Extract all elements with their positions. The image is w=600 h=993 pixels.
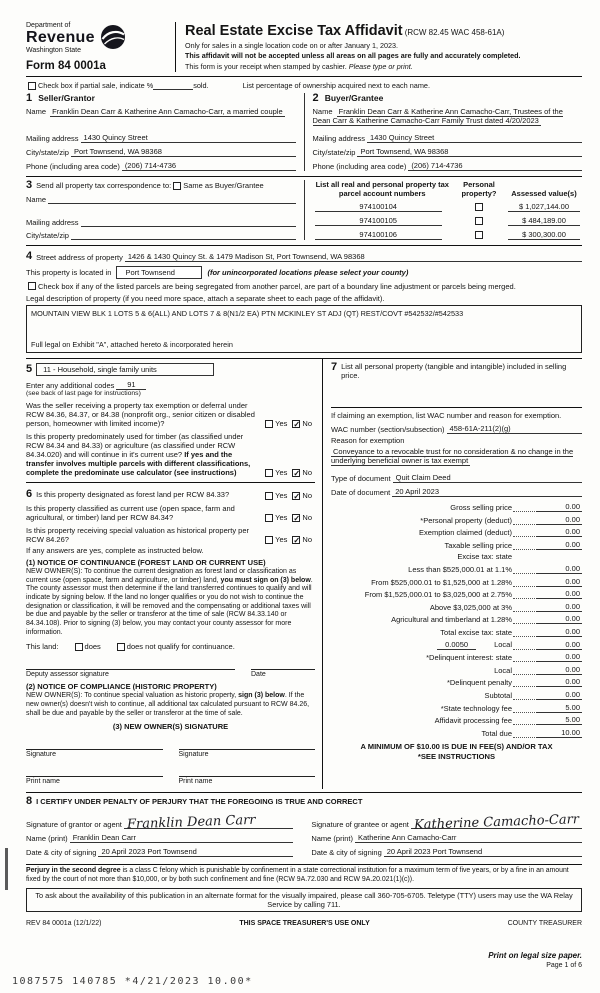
personal-property-checkbox[interactable] xyxy=(475,203,483,211)
scan-edge-mark xyxy=(5,848,8,890)
fee-line-bracket-4: Above $3,025,000 at 3% 0.00 xyxy=(429,601,580,612)
header xyxy=(26,22,582,77)
selling-price-section xyxy=(322,359,582,789)
dor-logo-icon xyxy=(100,24,126,52)
fee-line-local: 0.0050 Local 0.00 xyxy=(331,640,582,650)
parcel-number-field[interactable]: 974100104 xyxy=(315,202,442,212)
grantee-date-city-row: Date & city of signing 20 April 2023 Port Townsend xyxy=(311,847,582,857)
segregated-parcels-checkbox[interactable] xyxy=(28,282,36,290)
land-use-code-row: 5 11 - Household, single family units xyxy=(26,363,315,376)
fee-line-taxable: Taxable selling price 0.00 xyxy=(444,539,580,550)
historic-no-checkbox[interactable]: ✓ xyxy=(293,535,301,545)
form-number: Form 84 0001a xyxy=(26,60,106,72)
predominate-yes-checkbox[interactable] xyxy=(265,469,273,477)
seller-name-field[interactable]: Franklin Dean Carr & Katherine Ann Camacho-Carr, a married couple xyxy=(52,107,283,116)
header-note-1: Only for sales in a single location code on or after January 1, 2023. xyxy=(185,40,398,50)
segregated-parcels-row: Check box if any of the listed parcels are being segregated from another parcel, are part of a boundary line adjustment or parcels being merged. xyxy=(26,282,582,291)
partial-sold-label: sold. xyxy=(193,81,209,90)
correspondence-name-field[interactable] xyxy=(48,195,295,204)
exemption-yes-checkbox[interactable] xyxy=(265,420,273,428)
dor-logo-block xyxy=(26,22,166,72)
document-type-field[interactable]: Quit Claim Deed xyxy=(393,473,582,483)
buyer-phone-field[interactable]: (206) 714-4736 xyxy=(408,161,582,171)
partial-sale-row xyxy=(26,81,582,90)
fee-line-excise-header: Excise tax: state xyxy=(457,552,512,562)
agricultural-value[interactable]: 0.00 xyxy=(536,614,582,624)
current-use-yes-no: Yes ✓ No xyxy=(263,513,315,522)
section1-heading: 1 Seller/Grantor xyxy=(26,92,95,104)
forest-land-question: 6 Is this property designated as forest land per RCW 84.33? Yes ✓ No xyxy=(26,489,315,500)
personal-property-checkbox[interactable] xyxy=(475,231,483,239)
new-owner-print-line-2[interactable] xyxy=(179,769,316,777)
affidavit-processing-fee-value[interactable]: 5.00 xyxy=(536,715,582,725)
total-due-value[interactable]: 10.00 xyxy=(536,728,582,738)
partial-sale-checkbox[interactable] xyxy=(28,82,36,90)
predominate-use-yes-no: Yes ✓ No xyxy=(263,468,315,477)
seller-address-field[interactable]: 1430 Quincy Street xyxy=(81,133,296,143)
exemption-note: If claiming an exemption, list WAC number and reason for exemption. xyxy=(331,411,562,420)
local-rate-field[interactable]: 0.0050 xyxy=(437,640,476,650)
fee-line-delinquent-interest-state: *Delinquent interest: state 0.00 xyxy=(426,652,580,663)
reason-for-exemption-label: Reason for exemption xyxy=(331,436,405,445)
taxable-selling-price-value[interactable]: 0.00 xyxy=(536,540,582,550)
notice-continuance-title: (1) NOTICE OF CONTINUANCE (FOREST LAND OR CURRENT USE) xyxy=(26,558,266,567)
fee-line-exemption-claimed: Exemption claimed (deduct) 0.00 xyxy=(419,527,580,538)
grantee-signature-column xyxy=(311,807,582,857)
page-number: Page 1 of 6 xyxy=(546,961,582,969)
reason-for-exemption-row xyxy=(331,447,582,469)
delinquent-interest-state-value[interactable]: 0.00 xyxy=(536,652,582,662)
fee-line-agricultural: Agricultural and timberland at 1.28% 0.00 xyxy=(391,614,580,625)
complete-below-note: If any answers are yes, complete as instructed below. xyxy=(26,546,204,555)
exemption-deferral-question: Was the seller receiving a property tax exemption or deferral under RCW 84.36, 84.37, or 84.38 (nonprofit org., senior citizen or disabled person, homeowner with limited income)? Yes ✓ No xyxy=(26,401,315,428)
predominate-use-question: Is this property predominately used for timber (as classified under RCW 84.34 and 84.33) or agriculture (as classified under RCW 84.34.020) and will continue in it's current use? If yes and the transfer involves multiple parcels with different classifications, complete the predominate use calculator (see instructions) Yes ✓ No xyxy=(26,432,315,477)
legal-description-label: Legal description of property (if you need more space, attach a separate sheet to each page of the affidavit). xyxy=(26,294,385,303)
parcel-number-field[interactable]: 974100105 xyxy=(315,216,442,226)
personal-property-column-header: Personal property? xyxy=(461,180,497,198)
property-section xyxy=(26,246,582,359)
parcel-row xyxy=(313,202,583,212)
buyer-phone-row: Phone (including area code) (206) 714-4736 xyxy=(313,161,583,171)
parcel-number-field[interactable]: 974100106 xyxy=(315,230,442,240)
correspondence-column xyxy=(26,180,296,240)
fee-line-state-technology-fee: *State technology fee 5.00 xyxy=(440,702,580,713)
additional-codes-row: Enter any additional codes 91 xyxy=(26,380,315,390)
exemption-no-checkbox[interactable]: ✓ xyxy=(293,419,301,429)
new-owner-signature-line-1[interactable] xyxy=(26,742,163,750)
notice-compliance-body: NEW OWNER(S): To continue special valuation as historic property, sign (3) below. If the new owner(s) doesn't wish to continue, all additional tax calculated pursuant to RCW 84.26, shall be due and payable by the seller or transferor at the time of sale. xyxy=(26,692,310,717)
state-technology-fee-value[interactable]: 5.00 xyxy=(536,703,582,713)
current-use-yes-checkbox[interactable] xyxy=(265,514,273,522)
notice-continuance-body: NEW OWNER(S): To continue the current designation as forest land or classification as current use (open space, farm and agriculture, or timber) land, you must sign on (3) below. The county assessor must then determine if the land transferred continues to qualify and will indicate by signing below. If the land no longer qualifies or you do not wish to continue the designation or classification, it will be removed and the compensating or additional taxes will be due and payable by the seller or transferor at the time of sale (RCW 84.33.140 or 84.34.108). Prior to signing (3) below, you may contact your county assessor for more information. xyxy=(26,568,313,636)
grantor-date-city-field[interactable]: 20 April 2023 Port Townsend xyxy=(98,847,293,857)
section2-heading: 2 Buyer/Grantee xyxy=(312,92,384,104)
middle-columns xyxy=(26,359,582,789)
correspondence-name-row: Name xyxy=(26,195,296,204)
legal-description-line2: Full legal on Exhibit "A", attached hereto & incorporated herein xyxy=(31,340,233,349)
historic-yes-no: Yes ✓ No xyxy=(263,535,315,544)
same-as-buyer-checkbox[interactable] xyxy=(173,182,181,190)
location-select[interactable]: Port Townsend xyxy=(116,266,202,279)
exemption-yes-no: Yes ✓ No xyxy=(263,419,315,428)
seller-grantor-section xyxy=(26,93,296,171)
deputy-assessor-row: Deputy assessor signature Date xyxy=(26,662,315,678)
forest-land-yes-no: Yes ✓ No xyxy=(263,491,315,500)
fee-line-bracket-1: Less than $525,000.01 at 1.1% 0.00 xyxy=(408,563,580,574)
assessed-value-field[interactable]: $ 300,300.00 xyxy=(508,230,579,240)
parcel-numbers-column-header: List all real and personal property tax parcel account numbers xyxy=(315,180,449,198)
grantee-print-name-row: Name (print) Katherine Ann Camacho-Carr xyxy=(311,833,582,843)
land-qualify-row: This land: does does not qualify for continuance. xyxy=(26,642,235,652)
grantee-signature-field[interactable]: Katherine Camacho-Carr xyxy=(411,818,582,829)
assessed-value-field[interactable]: $ 1,027,144.00 xyxy=(508,202,579,212)
bracket1-value[interactable]: 0.00 xyxy=(536,564,582,574)
bracket2-value[interactable]: 0.00 xyxy=(536,577,582,587)
tax-correspondence-section xyxy=(26,177,582,246)
fee-line-bracket-3: From $1,525,000.01 to $3,025,000 at 2.75% 0.00 xyxy=(364,589,580,600)
grantor-print-name-row: Name (print) Franklin Dean Carr xyxy=(26,833,293,843)
see-instructions-note: *SEE INSTRUCTIONS xyxy=(417,751,496,761)
fee-line-total-excise-state: Total excise tax: state 0.00 xyxy=(440,626,580,637)
ownership-percentage-note: List percentage of ownership acquired next to each name. xyxy=(242,81,431,90)
cashier-receipt-stamp: 1087575 140785 *4/21/2023 10.00* xyxy=(12,976,253,987)
buyer-name-field[interactable]: Franklin Dean Carr & Katherine Ann Camacho-Carr, Trustees of the Dean Carr & Katherine Camacho-Carr Family Trust dated 4/20/2023 xyxy=(312,107,563,125)
gross-selling-price-value[interactable]: 0.00 xyxy=(536,502,582,512)
grantee-print-name-field[interactable]: Katherine Ann Camacho-Carr xyxy=(355,833,582,843)
seller-phone-field[interactable]: (206) 714-4736 xyxy=(122,161,296,171)
additional-codes-field[interactable]: 91 xyxy=(116,380,146,390)
assessed-value-field[interactable]: $ 484,189.00 xyxy=(508,216,579,226)
delinquent-penalty-value[interactable]: 0.00 xyxy=(536,677,582,687)
notice-compliance-title: (2) NOTICE OF COMPLIANCE (HISTORIC PROPERTY) xyxy=(26,682,217,692)
grantee-signature-row: Signature of grantee or agent Katherine Camacho-Carr xyxy=(311,809,582,829)
certification-section xyxy=(26,792,582,862)
exemption-claimed-value[interactable]: 0.00 xyxy=(536,527,582,537)
unincorporated-note: (for unincorporated locations please select your county) xyxy=(207,268,409,277)
codes-instructions-note: (see back of last page for instructions) xyxy=(26,390,141,397)
document-date-field[interactable]: 20 April 2023 xyxy=(392,487,582,497)
wac-number-row: WAC number (section/subsection) 458-61A-211(2)(g) xyxy=(331,424,582,434)
fee-line-gross: Gross selling price 0.00 xyxy=(450,502,580,512)
new-owner-print-row: Print name Print name xyxy=(26,769,315,785)
current-use-no-checkbox[interactable]: ✓ xyxy=(293,513,301,523)
buyer-citystatezip-row: City/state/zip Port Townsend, WA 98368 xyxy=(313,147,583,157)
forest-yes-checkbox[interactable] xyxy=(265,492,273,500)
parcel-table-column xyxy=(304,180,583,240)
parcel-row xyxy=(313,216,583,226)
new-owner-signature-row: Signature Signature xyxy=(26,742,315,758)
header-divider xyxy=(175,22,176,72)
grantor-signature-row: Signature of grantor or agent Franklin Dean Carr xyxy=(26,809,293,829)
bracket4-value[interactable]: 0.00 xyxy=(536,602,582,612)
classification-section xyxy=(26,482,315,785)
local-tax-value[interactable]: 0.00 xyxy=(536,640,582,650)
buyer-name-row: Name Franklin Dean Carr & Katherine Ann Camacho-Carr, Trustees of the Dean Carr & Katherine Camacho-Carr Family Trust dated 4/20/2023 xyxy=(312,107,563,125)
total-excise-state-value[interactable]: 0.00 xyxy=(536,627,582,637)
document-date-row: Date of document 20 April 2023 xyxy=(331,487,582,497)
assessed-value-column-header: Assessed value(s) xyxy=(511,189,577,198)
current-use-question: Is this property classified as current use (open space, farm and agricultural, or timber) land per RCW 84.34? Yes ✓ No xyxy=(26,504,315,522)
legal-paper-note: Print on legal size paper. xyxy=(488,950,582,960)
header-note-3: This form is your receipt when stamped by cashier. Please type or print. xyxy=(185,61,413,71)
grantor-date-city-row: Date & city of signing 20 April 2023 Port Townsend xyxy=(26,847,293,857)
rev-number: REV 84 0001a (12/1/22) xyxy=(26,919,102,927)
footer-row xyxy=(26,920,582,927)
certification-heading: 8 I CERTIFY UNDER PENALTY OF PERJURY THAT THE FOREGOING IS TRUE AND CORRECT xyxy=(26,795,363,808)
fee-line-total-due: Total due 10.00 xyxy=(481,727,580,738)
page-title: Real Estate Excise Tax Affidavit xyxy=(185,23,403,39)
buyer-grantee-section xyxy=(304,93,583,171)
section3-heading: 3 Send all property tax correspondence to: Same as Buyer/Grantee xyxy=(26,179,264,191)
forest-no-checkbox[interactable]: ✓ xyxy=(293,491,301,501)
does-not-qualify-checkbox[interactable] xyxy=(117,643,125,651)
partial-percent-field[interactable] xyxy=(153,82,193,90)
correspondence-citystatezip-row: City/state/zip xyxy=(26,231,296,240)
legal-description-box[interactable] xyxy=(26,305,582,353)
title-rcw: (RCW 82.45 WAC 458-61A) xyxy=(404,28,505,37)
parcel-row xyxy=(313,230,583,240)
bracket3-value[interactable]: 0.00 xyxy=(536,589,582,599)
grantor-signature-field[interactable]: Franklin Dean Carr xyxy=(124,818,293,829)
personal-property-list-area[interactable] xyxy=(331,382,582,408)
header-note-2: This affidavit will not be accepted unless all areas on all pages are fully and accurately completed. xyxy=(185,51,521,60)
correspondence-address-row: Mailing address xyxy=(26,218,296,227)
correspondence-citystatezip-field[interactable] xyxy=(71,231,296,240)
deputy-assessor-signature-line[interactable] xyxy=(26,662,235,670)
correspondence-address-field[interactable] xyxy=(81,218,296,227)
land-use-code-select[interactable]: 11 - Household, single family units xyxy=(36,363,214,376)
fee-line-delinquent-interest-local: Local 0.00 xyxy=(494,664,580,675)
reason-for-exemption-field[interactable]: Conveyance to a revocable trust for no consideration & no change in the underlying beneficial owner is tax exempt xyxy=(331,447,574,465)
fee-line-personal-property: *Personal property (deduct) 0.00 xyxy=(420,514,580,525)
seller-address-row: Mailing address 1430 Quincy Street xyxy=(26,133,296,143)
washington-state-label: Washington State xyxy=(26,47,81,54)
department-of-label: Department of xyxy=(26,22,71,29)
parcel-table-header xyxy=(313,180,583,198)
predominate-no-checkbox[interactable]: ✓ xyxy=(293,468,301,478)
title-line xyxy=(185,23,582,39)
buyer-address-row: Mailing address 1430 Quincy Street xyxy=(313,133,583,143)
new-owner-signature-line-2[interactable] xyxy=(179,742,316,750)
treasurer-space-label: THIS SPACE TREASURER'S USE ONLY xyxy=(239,919,370,927)
fee-table xyxy=(331,502,582,738)
perjury-notice: Perjury in the second degree is a class C felony which is punishable by confinement in a state correctional institution for a maximum term of five years, or by a fine in an amount fixed by the court of not more than $10,000, or by both such confinement and fine (RCW 9A.72.030 and RCW 9A.20.021(1)(c)). xyxy=(26,864,582,884)
section7-heading: 7 List all personal property (tangible and intangible) included in selling price. xyxy=(331,361,567,380)
historic-yes-checkbox[interactable] xyxy=(265,536,273,544)
grantor-print-name-field[interactable]: Franklin Dean Carr xyxy=(70,833,294,843)
historic-property-question: Is this property receiving special valuation as historical property per RCW 84.26? Yes ✓ No xyxy=(26,526,315,544)
street-address-field[interactable]: 1426 & 1430 Quincy St. & 1479 Madison St, Port Townsend, WA 98368 xyxy=(125,252,582,262)
seller-phone-row: Phone (including area code) (206) 714-4736 xyxy=(26,161,296,171)
fee-line-subtotal: Subtotal 0.00 xyxy=(484,689,580,700)
fee-line-bracket-2: From $525,000.01 to $1,525,000 at 1.28% 0.00 xyxy=(371,576,580,587)
fee-line-affidavit-processing-fee: Affidavit processing fee 5.00 xyxy=(434,715,580,726)
land-use-section xyxy=(26,363,315,477)
seller-name-row: Name Franklin Dean Carr & Katherine Ann Camacho-Carr, a married couple xyxy=(26,107,283,116)
property-location-row: This property is located in Port Townsend (for unincorporated locations please select your county) xyxy=(26,268,409,277)
partial-sale-label: Check box if partial sale, indicate % xyxy=(38,81,154,90)
minimum-due-note: A MINIMUM OF $10.00 IS DUE IN FEE(S) AND/OR TAX xyxy=(360,741,553,751)
street-address-row: 4 Street address of property 1426 & 1430 Quincy St. & 1479 Madison St, Port Townsend, WA 98368 xyxy=(26,251,582,262)
legal-description-line1: MOUNTAIN VIEW BLK 1 LOTS 5 & 6(ALL) AND LOTS 7 & 8(N1/2 EA) PTN MCKINLEY ST ADJ (QT) REST/COVT #542532/#542533 xyxy=(31,309,464,318)
personal-property-checkbox[interactable] xyxy=(475,217,483,225)
fee-line-delinquent-penalty: *Delinquent penalty 0.00 xyxy=(446,677,580,688)
does-qualify-checkbox[interactable] xyxy=(75,643,83,651)
personal-property-deduct-value[interactable]: 0.00 xyxy=(536,515,582,525)
grantee-date-city-field[interactable]: 20 April 2023 Port Townsend xyxy=(384,847,582,857)
subtotal-value[interactable]: 0.00 xyxy=(536,690,582,700)
county-treasurer-label: COUNTY TREASURER xyxy=(507,919,582,927)
left-column xyxy=(26,359,322,789)
new-owner-print-line-1[interactable] xyxy=(26,769,163,777)
document-type-row: Type of document Quit Claim Deed xyxy=(331,473,582,483)
deputy-assessor-date-line[interactable] xyxy=(251,662,315,670)
delinquent-interest-local-value[interactable]: 0.00 xyxy=(536,665,582,675)
alternate-format-notice: To ask about the availability of this publication in an alternate format for the visually impaired, please call 360-705-6705. Teletype (TTY) users may use the WA Relay Service by calling 711. xyxy=(26,888,582,912)
grantor-signature-column xyxy=(26,807,293,857)
wac-number-field[interactable]: 458-61A-211(2)(g) xyxy=(447,424,582,434)
buyer-address-field[interactable]: 1430 Quincy Street xyxy=(367,133,582,143)
new-owner-signature-title: (3) NEW OWNER(S) SIGNATURE xyxy=(112,722,229,732)
seller-citystatezip-row: City/state/zip Port Townsend, WA 98368 xyxy=(26,147,296,157)
buyer-citystatezip-field[interactable]: Port Townsend, WA 98368 xyxy=(357,147,582,157)
seller-citystatezip-field[interactable]: Port Townsend, WA 98368 xyxy=(71,147,296,157)
revenue-wordmark: Revenue xyxy=(26,29,95,46)
parties-section xyxy=(26,93,582,177)
